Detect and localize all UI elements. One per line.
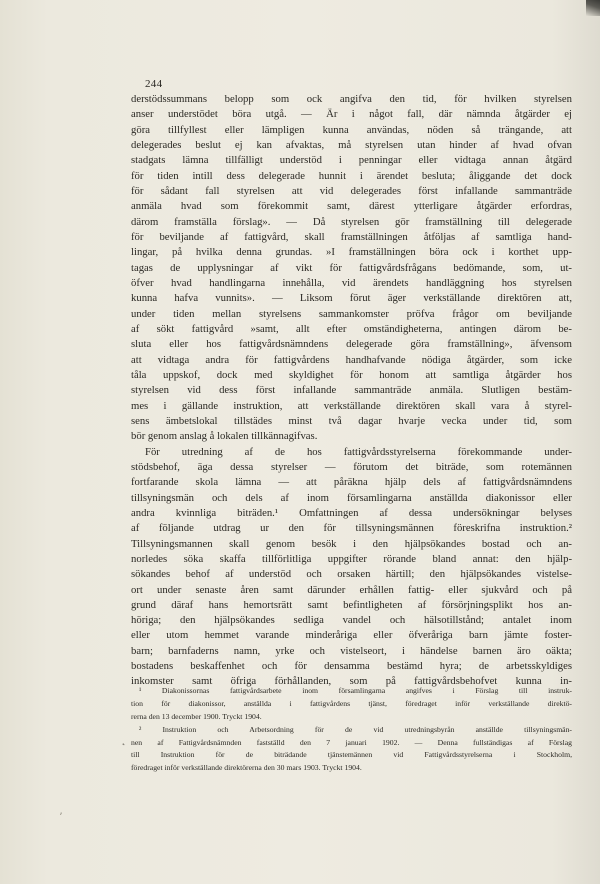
- paragraph-start-line: För utredning af de hos fattigvårdsstyrelserna förekommande under-: [145, 445, 572, 458]
- body-line: ort under senaste åren samt därunder erhållen fattig- eller sjukvård och på: [131, 583, 572, 596]
- body-line: för beviljande af fattigvård, skall framställningen åtföljas af samtliga hand-: [131, 230, 572, 243]
- body-line: göra tillfyllest eller lämpligen kunna användas, nöden så trängande, att: [131, 123, 572, 136]
- ink-speck: ˛: [121, 735, 126, 746]
- body-line: för sådant fall styrelsen att vid delegerades först infallande sammanträde: [131, 184, 572, 197]
- body-line: af följande utdrag ur den för tillsyningsmännen föreskrifna instruktion.²: [131, 522, 572, 535]
- page-corner-shadow: [586, 0, 600, 16]
- body-line: fortfarande skola lämna — att påräkna hjälp dels af fattigvårdsnämndens: [131, 476, 572, 489]
- body-line: derstödssummans belopp som ock angifva den tid, för hvilken styrelsen: [131, 93, 572, 105]
- body-line: under tiden mellan styrelsens sammankomster pröfva frågor om beviljande: [131, 307, 572, 320]
- footnote-line: tion för diakonissor, anställda i fattigvårdens tjänst, föredraget inför verkställande direktö-: [131, 698, 572, 708]
- body-line: för tiden intill dess delegerade hunnit i ärendet besluta; åliggande det dock: [131, 169, 572, 182]
- body-line: anser understödet böra utgå. — Är i något fall, där nämnda åtgärder ej: [131, 108, 572, 121]
- footnote-line: rerna den 13 december 1900. Tryckt 1904.: [131, 711, 262, 721]
- body-line: kunna hafva vunnits». — Liksom förut äger verkställande direktören att,: [131, 292, 572, 305]
- body-line: att vidtaga andra för fattigvårdens handhafvande nödiga åtgärder, som icke: [131, 353, 572, 366]
- body-line: höriga; den hjälpsökandes sedliga vandel och hälsotillstånd; antalet inom: [131, 614, 572, 627]
- body-line: därom framställa förslag». — Då styrelsen gör framställning till delegerade: [131, 215, 572, 228]
- body-line: öfver hvad handlingarna innehålla, vid ärendets handläggning hos styrelsen: [131, 276, 572, 289]
- body-line: tagas de upplysningar af vikt för fattigvårdsfrågans bedömande, som, ut-: [131, 261, 572, 274]
- footnote-line: ² Instruktion och Arbetsordning för de vid utredningsbyrån anställde tillsyningsmän-: [139, 724, 572, 734]
- body-line: af sökt fattigvård »samt, allt efter omständigheterna, antingen därom be-: [131, 322, 572, 335]
- footnotes: [131, 685, 572, 775]
- body-line: delegerades beslut ej kan afvaktas, må styrelsen utan hinder af hvad ofvan: [131, 138, 572, 151]
- body-line: sens ämbetslokal tillstädes minst två dagar hvarje vecka under tid, som: [131, 414, 572, 427]
- body-line: bör genom anslag å lokalen tillkännagifvas.: [131, 430, 318, 443]
- body-line: stadgats lämna tillfälligt understöd i penningar eller vidtaga annan åtgärd: [131, 154, 572, 167]
- body-text: [131, 92, 572, 690]
- body-line: styrelsen vid dess först infallande sammanträde anmäla. Slutligen bestäm-: [131, 384, 572, 397]
- body-line: sluta eller hos fattigvårdsnämndens delegerade göra framställning», äfvensom: [131, 338, 572, 351]
- body-line: barn; barnfaderns namn, yrke och vistelseort, i händelse barnen äro oäkta;: [131, 644, 572, 657]
- body-line: eller utom hemmet varande minderåriga eller öfveråriga barn jämte foster-: [131, 629, 572, 642]
- body-line: tåla uppskof, dock med skyldighet för honom att samtliga åtgärder hos: [131, 368, 572, 381]
- body-line: stödsbehof, äga dessa styrelser — förutom det biträde, som rotemännen: [131, 460, 572, 473]
- page-number: 244: [145, 78, 163, 90]
- body-line: Tillsyningsmannen skall genom besök i den hjälpsökandes bostad och an-: [131, 537, 572, 550]
- body-line: norledes söka skaffa tillförlitliga uppgifter rörande bland annat: den hjälp-: [131, 552, 572, 565]
- body-line: andra kvinnliga biträden.¹ Omfattningen af dessa undersökningar belyses: [131, 506, 572, 519]
- body-line: tillsyningsmän och dels af inom församlingarna anställda diakonissor eller: [131, 491, 572, 504]
- body-line: bostadens beskaffenhet och för densamma bestämd hyra; de arbetsskyldiges: [131, 660, 572, 673]
- body-line: grund däraf hans hemortsrätt samt befintligheten af försörjningsplikt hos an-: [131, 598, 572, 611]
- body-line: inkomster samt öfriga förhållanden, som på fattigvårdsbehofvet kunna in-: [131, 675, 572, 688]
- footnote-line: föredraget inför verkställande direktörerna den 30 mars 1903. Tryckt 1904.: [131, 763, 362, 773]
- body-line: lingar, på hvilka denna grundas. »I framställningen böra ock i korthet upp-: [131, 246, 572, 259]
- footnote-line: ¹ Diakonissornas fattigvårdsarbete inom församlingarna angifves i Förslag till instruk-: [139, 686, 572, 695]
- footnote-line: nen af Fattigvårdsnämnden fastställd den 7 januari 1902. — Denna fullständigas af Förslag: [131, 737, 572, 747]
- body-line: mes i gällande instruktion, att verkställande direktören skall vara å styrel-: [131, 399, 572, 412]
- footnote-line: till Instruktion för de biträdande tjänstemännen vid Fattigvårdsstyrelserna i Stockholm,: [131, 750, 572, 760]
- stray-mark: ʼ: [59, 812, 63, 823]
- body-line: sökandes behof af understöd och orsaken härtill; den hjälpsökandes vistelse-: [131, 568, 572, 581]
- body-line: anmäla hvad som förekommit samt, därest ytterligare åtgärder erfordras,: [131, 200, 572, 213]
